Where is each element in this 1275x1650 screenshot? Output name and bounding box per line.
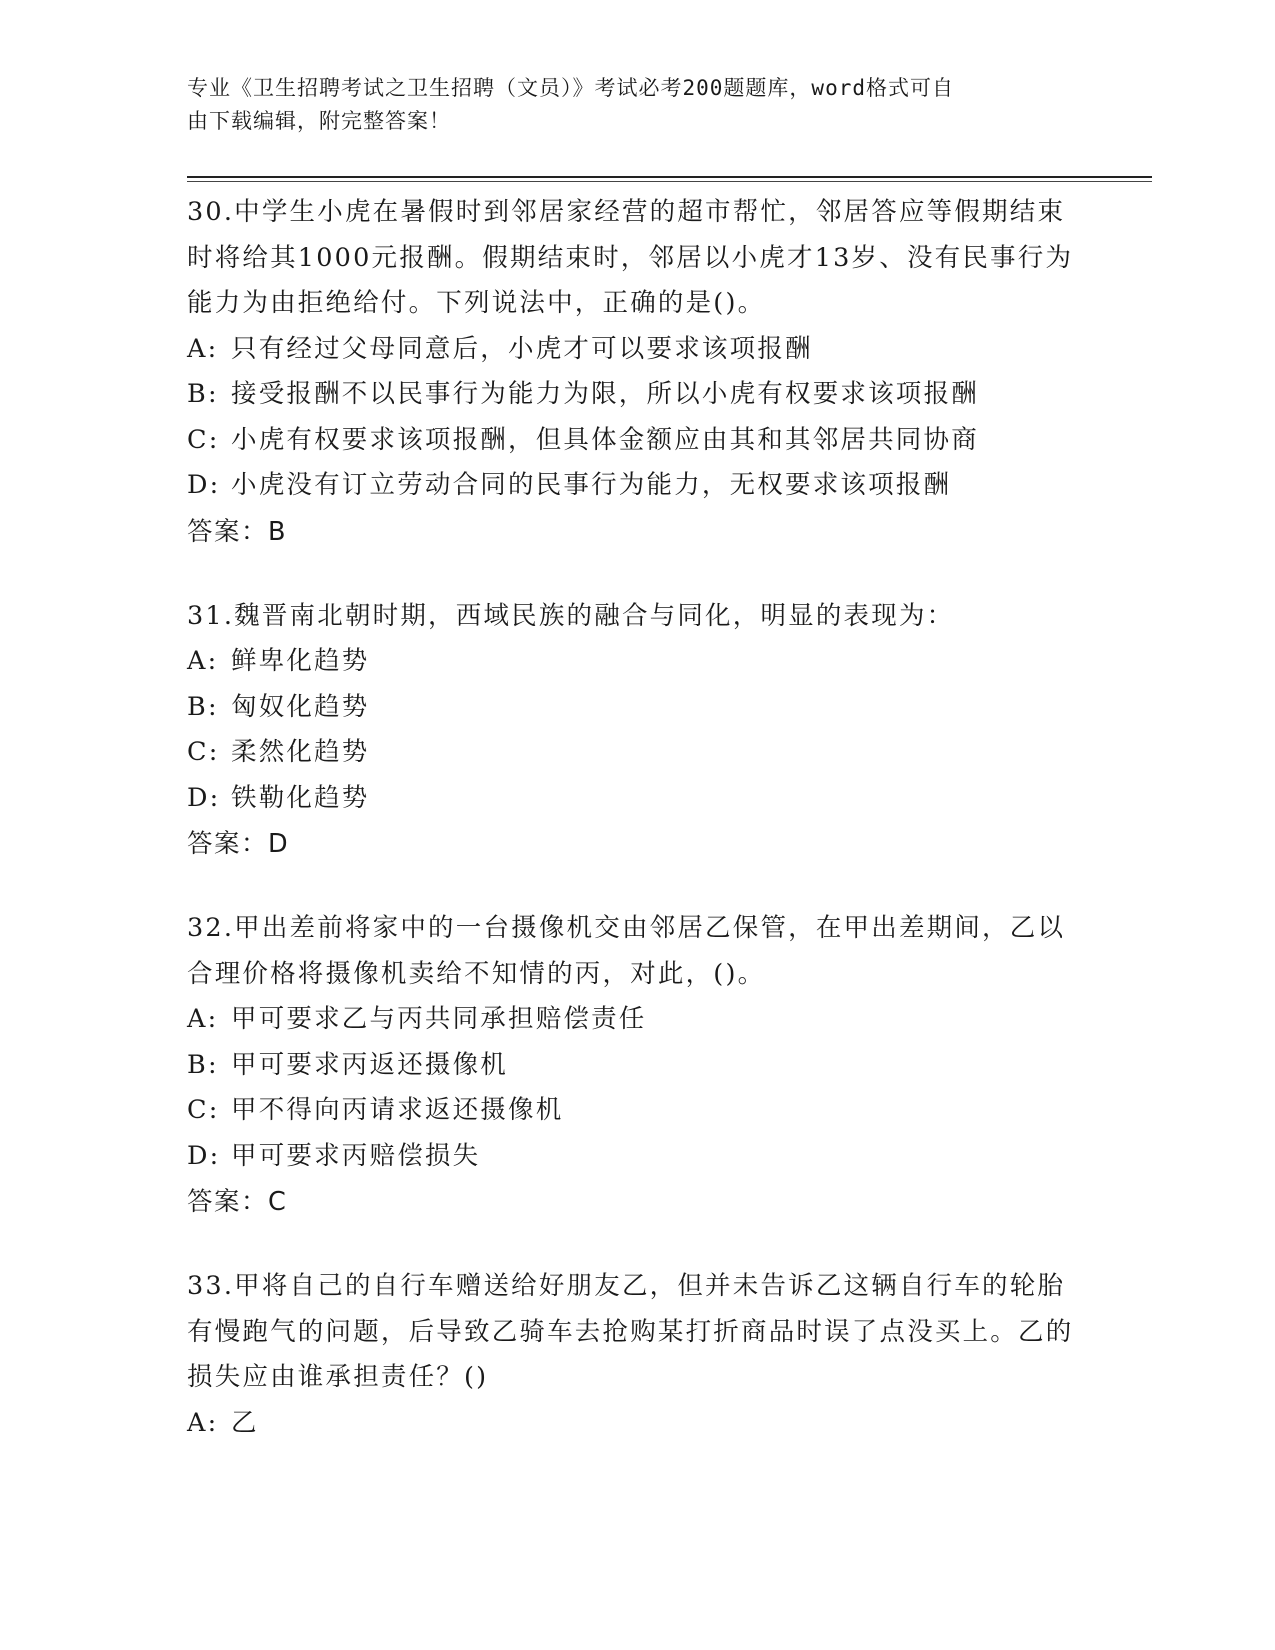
question-stem: 33.甲将自己的自行车赠送给好朋友乙，但并未告诉乙这辆自行车的轮胎有慢跑气的问题，后导致乙骑车去抢购某打折商品时误了点没买上。乙的损失应由谁承担责任？() [187, 1271, 1074, 1392]
option-text: 小虎有权要求该项报酬，但具体金额应由其和其邻居共同协商 [231, 424, 979, 455]
option-text: 甲可要求丙返还摄像机 [231, 1049, 509, 1080]
option-label: D: [187, 1140, 221, 1171]
option-text: 铁勒化趋势 [231, 782, 370, 813]
option-label: D: [187, 782, 221, 813]
question-30 [187, 188, 1087, 555]
option-label: B: [187, 691, 219, 722]
header-divider-thin [187, 181, 1152, 182]
option-c [187, 418, 1087, 464]
option-label: C: [187, 737, 220, 767]
question-33 [187, 1262, 1087, 1446]
option-label: B: [187, 1049, 219, 1080]
header-line-1: 专业《卫生招聘考试之卫生招聘（文员）》考试必考200题题库，word格式可自 [187, 76, 954, 100]
option-text: 甲可要求丙赔偿损失 [231, 1140, 481, 1171]
option-label: D: [187, 470, 221, 500]
question-list [187, 188, 1087, 1483]
answer-line: 答案：B [187, 516, 287, 547]
option-text: 匈奴化趋势 [231, 691, 370, 722]
option-label: A: [187, 1407, 219, 1438]
option-c [187, 730, 1087, 776]
question-stem: 30.中学生小虎在暑假时到邻居家经营的超市帮忙，邻居答应等假期结束时将给其1000元报酬。假期结束时，邻居以小虎才13岁、没有民事行为能力为由拒绝给付。下列说法中，正确的是()。 [187, 197, 1074, 318]
question-31 [187, 592, 1087, 868]
option-text: 柔然化趋势 [231, 737, 370, 767]
option-text: 甲可要求乙与丙共同承担赔偿责任 [231, 1004, 647, 1034]
answer-line: 答案：D [187, 829, 290, 859]
option-label: A: [187, 333, 219, 364]
option-a [187, 1401, 1087, 1447]
option-label: A: [187, 1004, 219, 1034]
option-d [187, 1134, 1087, 1180]
document-header [187, 72, 1067, 138]
option-b [187, 1043, 1087, 1089]
option-text: 乙 [231, 1407, 259, 1438]
option-label: B: [187, 379, 219, 409]
option-d [187, 776, 1087, 822]
option-text: 小虎没有订立劳动合同的民事行为能力，无权要求该项报酬 [231, 470, 952, 500]
option-label: C: [187, 424, 220, 455]
option-a [187, 997, 1087, 1043]
header-line-2: 由下载编辑，附完整答案！ [187, 109, 451, 133]
answer-line: 答案：C [187, 1187, 288, 1217]
question-stem: 32.甲出差前将家中的一台摄像机交由邻居乙保管，在甲出差期间，乙以合理价格将摄像机卖给不知情的丙，对此，()。 [187, 913, 1066, 989]
option-a [187, 639, 1087, 685]
header-divider-thick [187, 176, 1152, 178]
question-stem: 31.魏晋南北朝时期，西域民族的融合与同化，明显的表现为： [187, 600, 955, 631]
option-b [187, 372, 1087, 418]
option-text: 鲜卑化趋势 [231, 646, 370, 676]
option-c [187, 1088, 1087, 1134]
option-a [187, 327, 1087, 373]
option-label: A: [187, 646, 219, 676]
option-text: 甲不得向丙请求返还摄像机 [231, 1095, 564, 1125]
option-text: 接受报酬不以民事行为能力为限，所以小虎有权要求该项报酬 [231, 379, 979, 409]
option-text: 只有经过父母同意后，小虎才可以要求该项报酬 [231, 333, 813, 364]
question-32 [187, 904, 1087, 1225]
option-label: C: [187, 1095, 220, 1125]
option-b [187, 685, 1087, 731]
option-d [187, 463, 1087, 509]
